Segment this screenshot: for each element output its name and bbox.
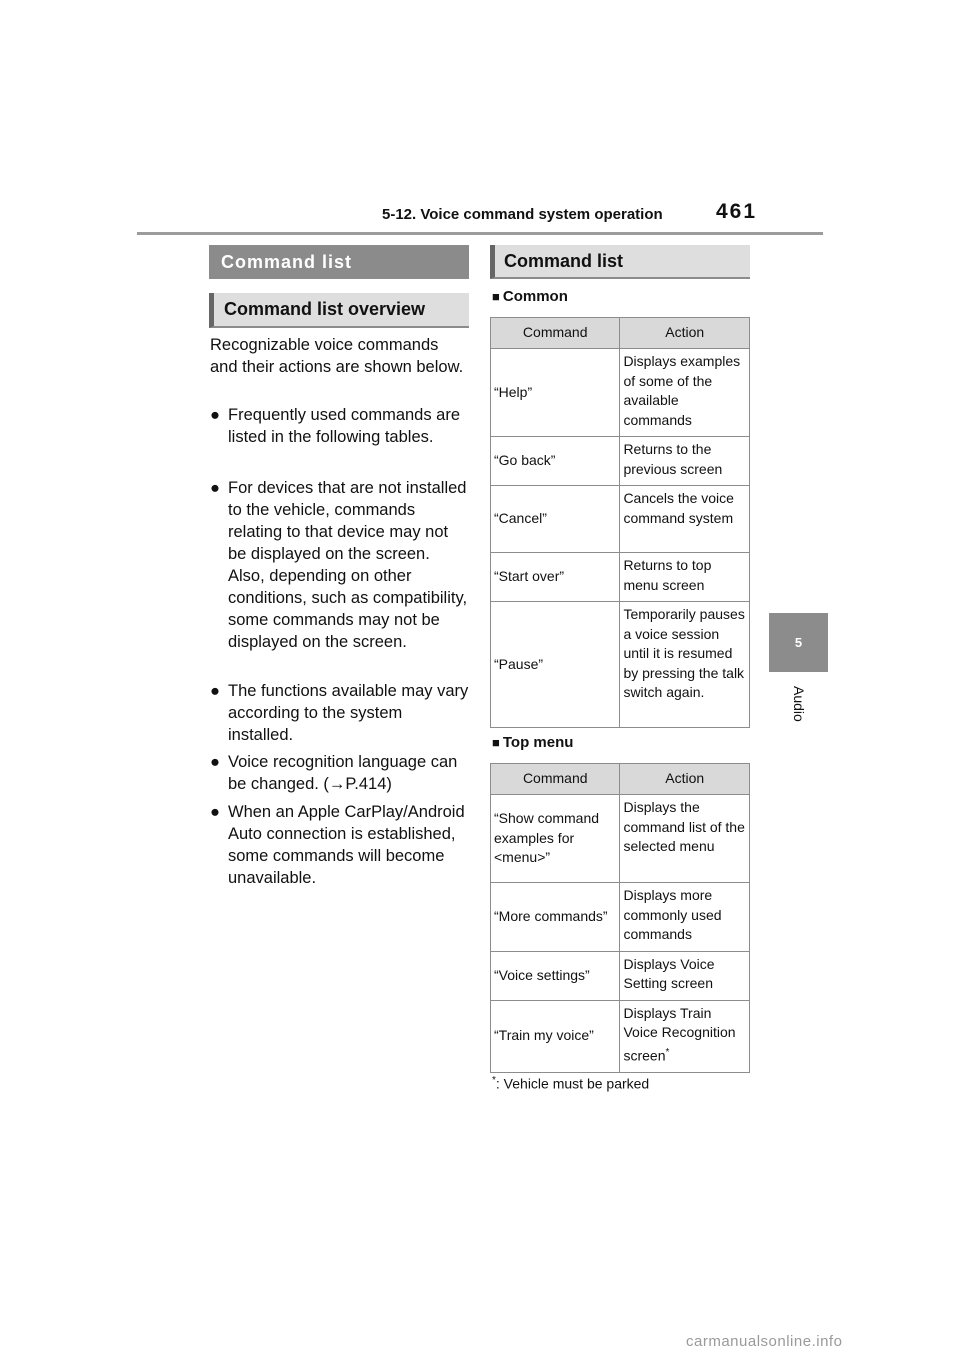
table-header-row — [491, 764, 750, 795]
command-cell: “Pause” — [491, 602, 620, 728]
command-cell: “Start over” — [491, 553, 620, 602]
column-header-action: Action — [620, 318, 750, 349]
action-cell: Returns to top menu screen — [620, 553, 750, 602]
footnote-marker: * — [665, 1046, 670, 1058]
bullet-text: The functions available may vary according to the system installed. — [228, 682, 469, 744]
bullet-icon: ● — [210, 682, 220, 700]
table-row — [491, 602, 750, 728]
bullet-item — [210, 680, 470, 746]
bullet-item — [210, 801, 470, 889]
table-row — [491, 795, 750, 883]
action-cell: Displays the command list of the selected menu — [620, 795, 750, 883]
bullet-icon: ● — [210, 406, 220, 424]
bullet-item — [210, 751, 470, 795]
chapter-tab — [769, 613, 828, 672]
top-menu-commands-table — [490, 763, 750, 1073]
action-cell — [620, 1000, 750, 1072]
subsection-heading-overview: Command list overview — [209, 293, 469, 328]
action-cell: Temporarily pauses a voice session until it is resumed by pressing the talk switch again. — [620, 602, 750, 728]
command-cell: “Voice settings” — [491, 951, 620, 1000]
table-row — [491, 553, 750, 602]
action-cell: Cancels the voice command system — [620, 486, 750, 553]
table-row — [491, 437, 750, 486]
command-cell: “Train my voice” — [491, 1000, 620, 1072]
common-commands-table — [490, 317, 750, 728]
footnote-marker: * — [492, 1075, 496, 1086]
action-cell: Displays more commonly used commands — [620, 883, 750, 952]
command-cell: “Help” — [491, 349, 620, 437]
bullet-text: When an Apple CarPlay/Android Auto connection is established, some commands will become unavailable. — [228, 803, 465, 887]
watermark: carmanualsonline.info — [686, 1333, 843, 1350]
intro-paragraph: Recognizable voice commands and their actions are shown below. — [210, 336, 464, 376]
footnote-text: : Vehicle must be parked — [495, 1075, 650, 1092]
chapter-number: 5 — [794, 635, 803, 650]
bullet-item — [210, 477, 470, 653]
command-cell: “Go back” — [491, 437, 620, 486]
bullet-icon: ● — [210, 479, 220, 497]
bullet-item — [210, 404, 470, 448]
bullet-text: Voice recognition language can be changed. (→P.414) — [228, 753, 458, 793]
column-header-command: Command — [491, 764, 620, 795]
table-row — [491, 486, 750, 553]
table-row — [491, 883, 750, 952]
action-cell: Displays examples of some of the available commands — [620, 349, 750, 437]
table-row — [491, 951, 750, 1000]
subsection-top-menu — [492, 734, 573, 751]
section-heading-command-list: Command list — [209, 245, 469, 279]
table-row — [491, 1000, 750, 1072]
action-cell: Returns to the previous screen — [620, 437, 750, 486]
square-bullet-icon: ■ — [492, 289, 500, 304]
bullet-text: Frequently used commands are listed in the following tables. — [228, 406, 461, 446]
footnote — [492, 1075, 649, 1092]
command-cell: “Cancel” — [491, 486, 620, 553]
chapter-label: Audio — [791, 686, 807, 722]
subsection-common-label: Common — [502, 288, 568, 305]
command-cell: “More commands” — [491, 883, 620, 952]
square-bullet-icon: ■ — [492, 735, 500, 750]
action-text: Displays Train Voice Recognition screen — [623, 1004, 736, 1064]
subsection-top-menu-label: Top menu — [502, 734, 574, 751]
column-header-command: Command — [491, 318, 620, 349]
header-divider — [137, 232, 823, 235]
section-heading-command-list-right: Command list — [490, 245, 750, 279]
command-cell: “Show command examples for <menu>” — [491, 795, 620, 883]
subsection-common — [492, 288, 568, 305]
header-section-title: 5-12. Voice command system operation — [382, 206, 663, 223]
table-row — [491, 349, 750, 437]
bullet-icon: ● — [210, 803, 220, 821]
bullet-icon: ● — [210, 753, 220, 771]
action-cell: Displays Voice Setting screen — [620, 951, 750, 1000]
page-number: 461 — [716, 200, 758, 223]
column-header-action: Action — [620, 764, 750, 795]
bullet-text: For devices that are not installed to the vehicle, commands relating to that device may not be displayed on the screen. Also, depending on other conditions, such as compatibility, some commands may not be displayed on the screen. — [228, 479, 468, 651]
table-header-row — [491, 318, 750, 349]
